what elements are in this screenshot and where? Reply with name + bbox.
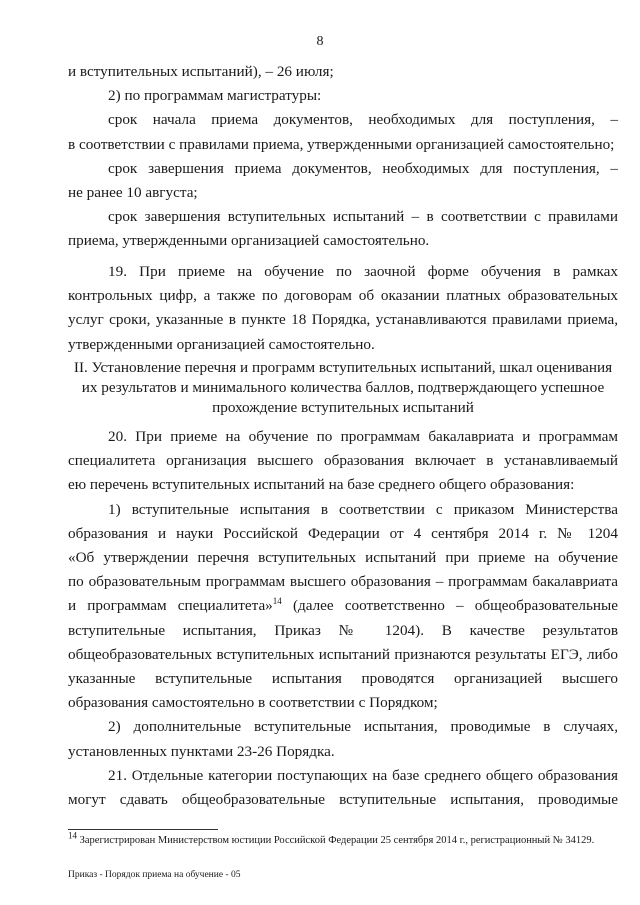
paragraph-19: [68, 260, 618, 357]
paragraph-line: 1) вступительные испытания в соответствии с приказом Министерства: [108, 500, 618, 518]
heading-line: их результатов и минимального количества баллов, подтверждающего успешное: [81, 379, 605, 396]
paragraph-line: вступительные испытания, Приказ № 1204). В качестве результатов: [68, 621, 618, 639]
paragraph-line: указанные вступительные испытания проводятся организацией высшего: [68, 670, 618, 688]
paragraph-line: специалитета организация высшего образования включает в устанавливаемый: [68, 452, 618, 470]
page-footer: Приказ - Порядок приема на обучение - 05: [68, 870, 241, 880]
paragraph-line: образования и науки Российской Федерации от 4 сентября 2014 г. № 1204: [68, 524, 618, 542]
paragraph-line: 2) дополнительные вступительные испытания, проводимые в случаях,: [108, 718, 618, 736]
paragraph-line: «Об утверждении перечня вступительных испытаний при приеме на обучение: [68, 549, 618, 567]
paragraph-line: услуг сроки, указанные в пункте 18 Порядка, устанавливаются правилами приема,: [68, 311, 618, 329]
paragraph-line: контрольных цифр, а также по договорам об оказании платных образовательных: [68, 287, 618, 305]
text-span: (далее соответственно – общеобразовательные: [281, 597, 618, 615]
paragraph-line: не ранее 10 августа;: [68, 184, 198, 202]
footnote-marker: 14: [272, 596, 282, 607]
paragraph-line: образования самостоятельно в соответствии с Порядком;: [68, 694, 438, 712]
heading-line: прохождение вступительных испытаний: [212, 399, 474, 416]
footnote-marker: 14: [68, 830, 77, 841]
paragraph-line: в соответствии с правилами приема, утвержденными организацией самостоятельно;: [68, 135, 615, 153]
footnote-divider: [68, 829, 218, 830]
paragraph-line: ею перечень вступительных испытаний на базе среднего общего образования:: [68, 476, 575, 494]
footnote-text: Зарегистрирован Министерством юстиции Российской Федерации 25 сентября 2014 г., регистрационный № 34129.: [77, 835, 595, 846]
paragraph-line: и вступительных испытаний), – 26 июля;: [68, 63, 334, 80]
paragraph-line: общеобразовательных вступительных испытаний признаются результаты ЕГЭ, либо: [68, 645, 618, 663]
text-span: и программам специалитета»: [68, 597, 273, 615]
paragraphs-20-21: [68, 425, 618, 812]
paragraph-line: срок завершения приема документов, необходимых для поступления, –: [108, 159, 618, 177]
paragraph-line: установленных пунктами 23-26 Порядка.: [68, 742, 335, 760]
paragraph-line: могут сдавать общеобразовательные вступительные испытания, проводимые: [68, 791, 618, 809]
heading-line: II. Установление перечня и программ вступительных испытаний, шкал оценивания: [73, 359, 613, 376]
paragraph-line: 19. При приеме на обучение по заочной форме обучения в рамках: [108, 263, 618, 280]
paragraph-line: приема, утвержденными организацией самостоятельно.: [68, 232, 430, 250]
footnote: [68, 830, 628, 848]
paragraph-line: [68, 594, 618, 618]
paragraph-line: срок начала приема документов, необходимых для поступления, –: [108, 111, 618, 129]
paragraph-line: 20. При приеме на обучение по программам бакалавриата и программам: [108, 428, 618, 445]
paragraph-line: 21. Отдельные категории поступающих на базе среднего общего образования: [108, 766, 618, 784]
list-item-master-programs: 2) по программам магистратуры:: [108, 87, 322, 105]
page-number: 8: [316, 34, 324, 49]
text-block-deadlines: [68, 60, 618, 254]
paragraph-line: утвержденными организацией самостоятельно.: [68, 335, 375, 353]
paragraph-line: по образовательным программам высшего образования – программам бакалавриата: [68, 573, 618, 591]
section-heading: [68, 358, 618, 418]
paragraph-line: срок завершения вступительных испытаний – в соответствии с правилами: [108, 208, 618, 226]
